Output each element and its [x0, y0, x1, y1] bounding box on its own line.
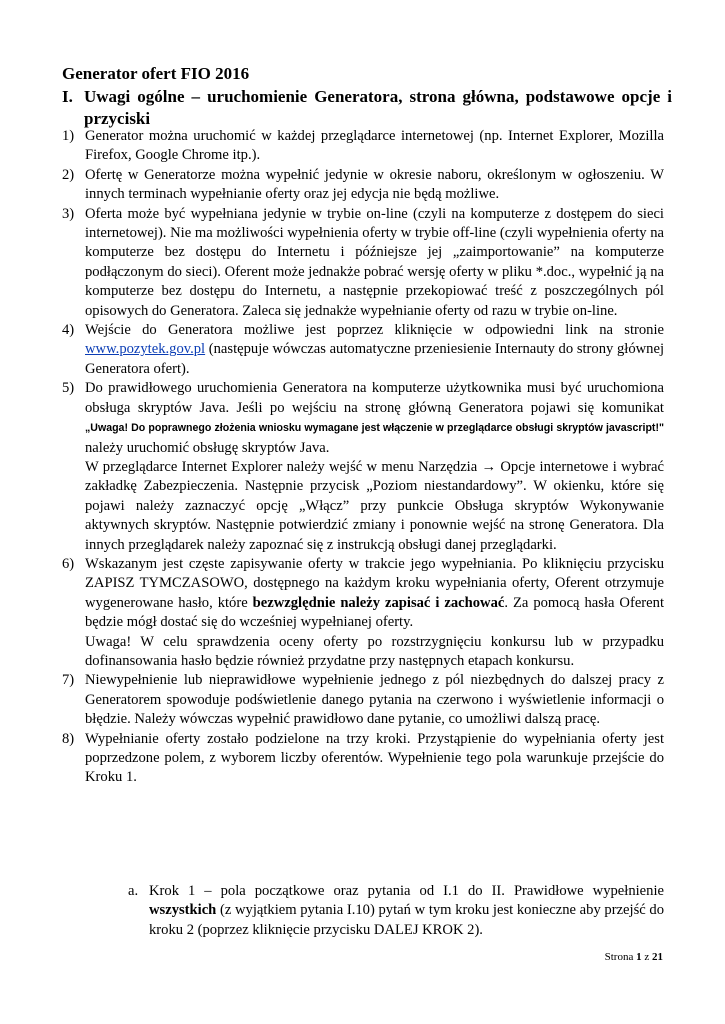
item-number: 8): [62, 730, 75, 747]
item-number: 1): [62, 128, 75, 144]
document-title: Generator ofert FIO 2016: [62, 64, 250, 83]
list-item-5: [62, 379, 664, 555]
item-text: Do prawidłowego uruchomienia Generatora na komputerze użytkownika musi być uruchomiona obsługa skryptów Java. Jeśli po wejściu na stronę główną Generatora pojawi się komunikat „Uwaga! Do poprawnego złożenia wniosku wymagane jest włączenie w przeglądarce obsługi skryptów javascript!" należy uruchomić obsługę skryptów Java.: [85, 380, 664, 456]
item-text: Wskazanym jest częste zapisywanie oferty w trakcie jego wypełniania. Po kliknięciu przycisku ZAPISZ TYMCZASOWO, dostępnego na każdym kroku wypełniania oferty, Oferent otrzymuje wygenerowane hasło, które bezwzględnie należy zapisać i zachować. Za pomocą hasła Oferent będzie mógł dostać się do wcześniej wypełnianej oferty.: [85, 555, 664, 631]
sub-item-letter: a.: [128, 883, 139, 899]
page-number: 1: [636, 951, 642, 963]
list-item-8: [62, 730, 664, 788]
list-item-1: [62, 127, 664, 166]
emphasis-text: wszystkich: [149, 902, 217, 919]
item-text: Oferta może być wypełniana jedynie w trybie on-line (czyli na komputerze z dostępem do sieci internetowej). Nie ma możliwości wypełnienia oferty w trybie off-line (czyli wypełnienia oferty na komputerze bez dostępu do Internetu i późniejsze jej „zaimportowanie” na komputerze podłączonym do sieci). Oferent może jednakże pobrać wersję oferty w pliku *.doc., wypełnić ją na komputerze bez dostępu do Internetu, a następnie przekopiować treść z poszczególnych pól opisowych do Generatora. Zaleca się jednakże wypełnianie oferty od razu w trybie on-line.: [85, 205, 664, 319]
item-number: 2): [62, 166, 75, 183]
item-text-ie-instructions: W przeglądarce Internet Explorer należy wejść w menu Narzędzia → Opcje internetowe i wybrać zakładkę Zabezpieczenia. Następnie przycisk „Poziom niestandardowy”. W okienku, które się pojawi należy zaznaczyć opcję „Włącz” przy punkcie Obsługa skryptów Wykonywanie aktywnych skryptów. Następnie potwierdzić zmiany i ponownie wejść na stronę Generatora. Dla innych przeglądarek należy zapoznać się z instrukcją obsługi danej przeglądarki.: [85, 458, 664, 553]
item-number: 4): [62, 322, 75, 339]
list-item-2: [62, 166, 664, 205]
list-item-7: [62, 671, 664, 729]
pozytek-link[interactable]: www.pozytek.gov.pl: [85, 341, 206, 358]
javascript-warning-message: „Uwaga! Do poprawnego złożenia wniosku wymagane jest włączenie w przeglądarce obsługi skryptów javascript!": [85, 422, 664, 435]
page-total: 21: [652, 951, 663, 963]
item-number: 6): [62, 555, 75, 572]
item-text: Niewypełnienie lub nieprawidłowe wypełnienie jednego z pól niezbędnych do dalszej pracy z Generatorem spowoduje podświetlenie danego pytania na czerwono i wyświetlenie informacji o błędzie. Należy wówczas wypełnić prawidłowo dane pytanie, co umożliwi dalszą pracę.: [85, 672, 664, 728]
item-number: 3): [62, 205, 75, 222]
sub-item-a: [128, 882, 664, 940]
notes-list: [62, 127, 664, 788]
page-footer: [605, 950, 663, 964]
item-text: Generator można uruchomić w każdej przeglądarce internetowej (np. Internet Explorer, Mozilla Firefox, Google Chrome itp.).: [85, 128, 664, 164]
item-text: Ofertę w Generatorze można wypełnić jedynie w okresie naboru, określonym w ogłoszeniu. W innych terminach wypełnianie oferty oraz jej edycja nie będą możliwe.: [85, 166, 664, 203]
item-text-note: Uwaga! W celu sprawdzenia oceny oferty po rozstrzygnięciu konkursu lub w przypadku dofinansowania hasło będzie również przydatne przy następnych etapach konkursu.: [85, 633, 664, 669]
item-text: Wypełnianie oferty zostało podzielone na trzy kroki. Przystąpienie do wypełniania oferty jest poprzedzone polem, z wyborem liczby oferentów. Wypełnienie tego pola warunkuje przejście do Kroku 1.: [85, 730, 664, 786]
list-item-3: [62, 205, 664, 321]
emphasis-text: bezwzględnie należy zapisać i zachować: [252, 594, 505, 611]
list-item-4: [62, 321, 664, 379]
page-of: z: [644, 951, 650, 963]
section-title: Uwagi ogólne – uruchomienie Generatora, strona główna, podstawowe opcje i przyciski: [84, 87, 672, 128]
page-label: Strona: [604, 951, 634, 963]
item-number: 5): [62, 380, 75, 397]
section-number: I.: [62, 87, 73, 106]
section-heading: [62, 86, 672, 130]
item-number: 7): [62, 672, 75, 689]
list-item-6: [62, 555, 664, 671]
item-text: Wejście do Generatora możliwe jest poprzez kliknięcie w odpowiedni link na stronie www.pozytek.gov.pl (następuje wówczas automatyczne przeniesienie Internauty do strony głównej Generatora ofert).: [85, 322, 664, 377]
sub-item-text: Krok 1 – pola początkowe oraz pytania od I.1 do II. Prawidłowe wypełnienie wszystkich (z wyjątkiem pytania I.10) pytań w tym kroku jest konieczne aby przejść do kroku 2 (poprzez kliknięcie przycisku DALEJ KROK 2).: [149, 883, 664, 938]
